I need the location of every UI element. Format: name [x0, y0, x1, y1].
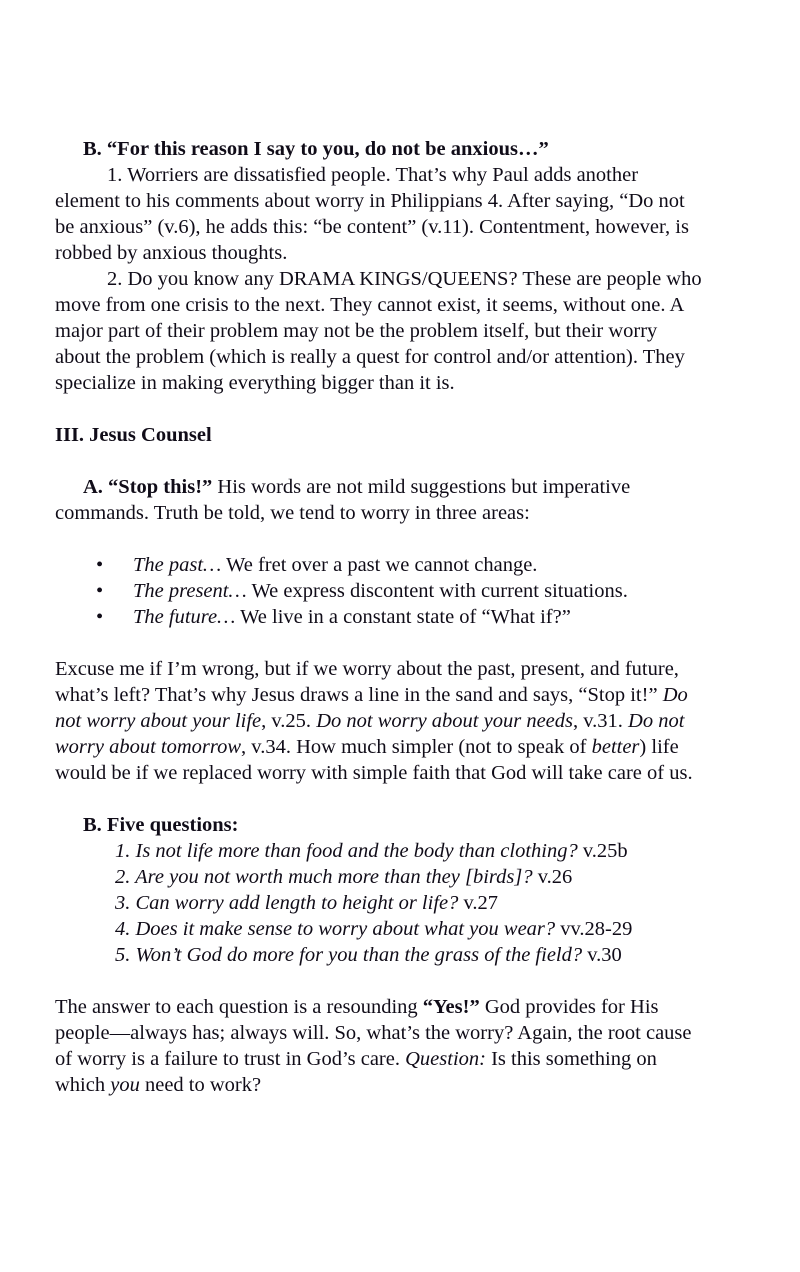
paragraph-b2: 2. Do you know any DRAMA KINGS/QUEENS? These are people who move from one crisis to the next. They cannot exist, it seems, without one. A major part of their problem may not be the problem itself, but their worry about the problem (which is really a quest for control and/or attention). They specialize in making everything bigger than it is. — [55, 268, 702, 394]
question-text: 4. Does it make sense to worry about what you wear? — [115, 918, 556, 940]
spacer — [55, 968, 702, 994]
question-verse: v.27 — [458, 892, 499, 914]
spacer — [55, 396, 702, 422]
list-item-emphasis: The present… — [133, 580, 247, 602]
document-body — [55, 136, 702, 1098]
question-verse: vv.28-29 — [555, 918, 633, 940]
scripture-phrase-1: Do not worry about your life — [55, 684, 688, 732]
question-verse: v.30 — [582, 944, 622, 966]
verse-ref-3: , v.34. How much simpler (not to speak of — [241, 736, 592, 758]
scripture-phrase-2: Do not worry about your needs — [316, 710, 573, 732]
list-item — [55, 890, 702, 916]
spacer — [55, 448, 702, 474]
bullet-icon: • — [96, 554, 104, 576]
scripture-phrase-3: Do not worry about tomorrow — [55, 710, 685, 758]
spacer — [55, 786, 702, 812]
bullet-icon: • — [96, 606, 104, 628]
list-item-emphasis: The future… — [133, 606, 236, 628]
list-item — [55, 916, 702, 942]
list-item-emphasis: The past… — [133, 554, 222, 576]
five-questions-heading: B. Five questions: — [83, 814, 239, 836]
list-item — [55, 552, 702, 578]
answer-emphasis-yes: “Yes!” — [422, 996, 480, 1018]
list-item-text: We fret over a past we cannot change. — [221, 554, 538, 576]
answer-part4: need to work? — [139, 1074, 262, 1096]
section-a-label: A. “Stop this!” — [83, 476, 213, 498]
question-verse: v.26 — [532, 866, 573, 888]
list-item — [55, 578, 702, 604]
question-text: 5. Won’t God do more for you than the grass of the field? — [115, 944, 583, 966]
answer-part1: The answer to each question is a resounding — [55, 996, 423, 1018]
five-questions-list — [55, 838, 702, 968]
answer-part2: God provides for His people—always has; always will. So, what’s the worry? Again, the root cause of worry is a failure to trust in God’s care. — [55, 996, 692, 1070]
spacer — [55, 526, 702, 552]
paragraph-excuse — [55, 656, 702, 786]
question-text: 1. Is not life more than food and the body than clothing? — [115, 840, 578, 862]
spacer — [55, 630, 702, 656]
section-a-paragraph — [55, 474, 702, 526]
answer-part3: Is this something on which — [55, 1048, 657, 1096]
list-item — [55, 838, 702, 864]
question-label: Question: — [405, 1048, 486, 1070]
paragraph-excuse-part1: Excuse me if I’m wrong, but if we worry about the past, present, and future, what’s left? That’s why Jesus draws a line in the sand and says, “Stop it!” — [55, 658, 679, 706]
section-b-heading: B. “For this reason I say to you, do not be anxious…” — [83, 138, 549, 160]
paragraph-excuse-part2: ) life would be if we replaced worry with simple faith that God will take care of us. — [55, 736, 693, 784]
question-text: 3. Can worry add length to height or life? — [115, 892, 459, 914]
section-iii-heading: III. Jesus Counsel — [55, 424, 212, 446]
worry-areas-list — [55, 552, 702, 630]
paragraph-answer — [55, 994, 702, 1098]
emphasis-you: you — [110, 1074, 140, 1096]
emphasis-better: better — [591, 736, 640, 758]
verse-ref-1: , v.25. — [261, 710, 317, 732]
question-verse: v.25b — [577, 840, 628, 862]
list-item — [55, 942, 702, 968]
list-item — [55, 864, 702, 890]
verse-ref-2: , v.31. — [573, 710, 629, 732]
section-a-text: His words are not mild suggestions but imperative commands. Truth be told, we tend to worry in three areas: — [55, 476, 631, 524]
paragraph-b1: 1. Worriers are dissatisfied people. That’s why Paul adds another element to his comments about worry in Philippians 4. After saying, “Do not be anxious” (v.6), he adds this: “be content” (v.11). Contentment, however, is robbed by anxious thoughts. — [55, 164, 689, 264]
question-text: 2. Are you not worth much more than they [birds]? — [115, 866, 533, 888]
list-item — [55, 604, 702, 630]
list-item-text: We express discontent with current situations. — [246, 580, 628, 602]
list-item-text: We live in a constant state of “What if?” — [235, 606, 571, 628]
bullet-icon: • — [96, 580, 104, 602]
